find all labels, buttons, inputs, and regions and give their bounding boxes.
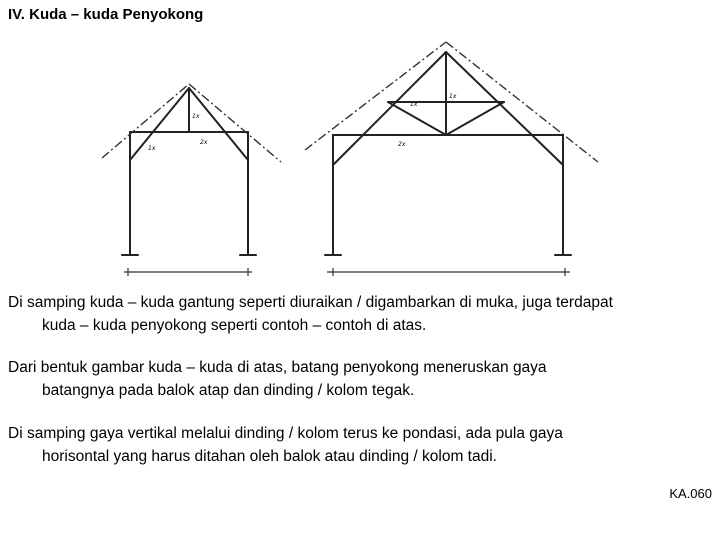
right-label-strut: 1x [410,101,418,108]
slide-reference: KA.060 [669,486,712,501]
right-roof-outline-left [305,42,446,150]
left-roof-outline-right [189,84,281,162]
right-truss-right-rafter [446,52,563,165]
left-truss [122,88,256,255]
paragraph-2-first: Dari bentuk gambar kuda – kuda di atas, batang penyokong meneruskan gaya [8,359,547,376]
right-truss-right-strut [446,102,504,135]
right-label-beam: 2x [398,141,406,148]
paragraph-2 [8,356,712,402]
paragraph-3-first: Di samping gaya vertikal melalui dinding / kolom terus ke pondasi, ada pula gaya [8,425,563,442]
paragraph-1-rest: kuda – kuda penyokong seperti contoh – contoh di atas. [42,317,427,334]
paragraph-1-first: Di samping kuda – kuda gantung seperti diuraikan / digambarkan di muka, juga terdapat [8,294,613,311]
paragraph-1 [8,291,712,337]
right-label-kingpost: 1x [449,93,457,100]
right-truss [325,52,571,255]
left-truss-left-rafter [130,88,189,160]
paragraph-2-rest: batangnya pada balok atap dan dinding / kolom tegak. [42,382,415,399]
paragraph-3-rest: horisontal yang harus ditahan oleh balok atau dinding / kolom tadi. [42,448,497,465]
left-roof-outline-left [102,84,189,158]
paragraph-3 [8,422,712,468]
page-title: IV. Kuda – kuda Penyokong [8,6,204,23]
left-label-kingpost: 1x [192,113,200,120]
right-truss-left-rafter [333,52,446,165]
left-label-beam: 2x [200,139,208,146]
left-truss-right-rafter [189,88,248,160]
left-label-rafter: 1x [148,145,156,152]
